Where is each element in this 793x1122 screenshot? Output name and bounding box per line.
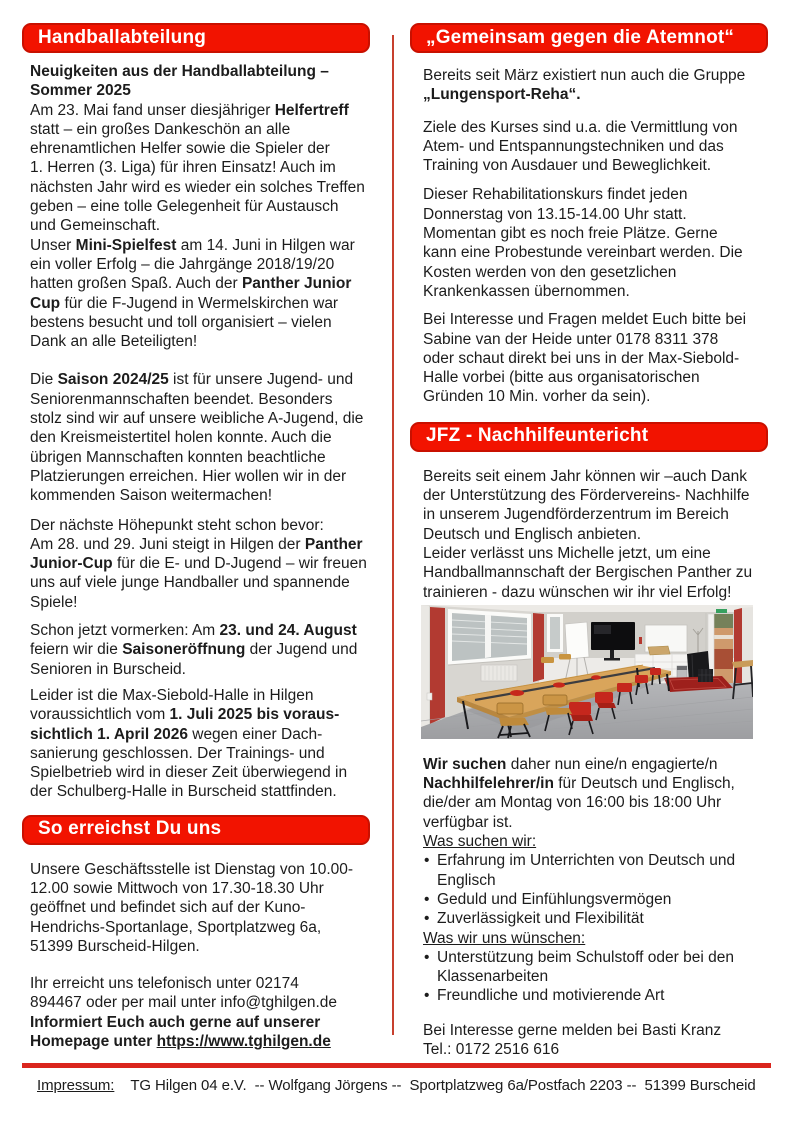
bullet-icon: • xyxy=(424,852,430,870)
text-line xyxy=(423,118,768,137)
text-line xyxy=(30,332,370,351)
text-run: kann eine Probestunde vereinbart werden. Die xyxy=(423,244,743,262)
text-line xyxy=(30,428,370,447)
text-line xyxy=(423,813,768,832)
text-run: Was suchen wir: xyxy=(423,833,537,851)
text-run: Halle vorbei (bitte aus organisatorischen xyxy=(423,369,700,387)
text-run: der Schulberg-Halle in Burscheid stattfinden. xyxy=(30,783,337,801)
text-line xyxy=(30,974,370,993)
text-line xyxy=(30,640,370,659)
text-line xyxy=(30,255,370,274)
text-run: Krankenkassen übernommen. xyxy=(423,282,630,300)
text-run: Hendrichs-Sportanlage, Sportplatzweg 6a, xyxy=(30,918,322,936)
text-line xyxy=(30,158,370,177)
text-line xyxy=(423,368,768,387)
paragraph xyxy=(423,185,768,301)
text-line xyxy=(30,120,370,139)
text-run: Atem- und Entspannungstechniken und das xyxy=(423,137,724,155)
text-run: Wir suchen xyxy=(423,755,507,773)
bullet-item xyxy=(423,890,768,909)
text-line xyxy=(30,409,370,428)
text-run: Spiele! xyxy=(30,593,78,611)
text-run: Platzierungen erreichen. Hier wollen wir in der xyxy=(30,467,347,485)
text-line xyxy=(30,898,370,917)
text-line xyxy=(30,918,370,937)
text-run: Bereits seit einem Jahr können wir –auch Dank xyxy=(423,467,747,485)
text-line xyxy=(423,467,768,486)
homepage-link[interactable]: https://www.tghilgen.de xyxy=(156,1033,331,1051)
text-line xyxy=(30,197,370,216)
text-run: Training von Ausdauer und Beweglichkeit. xyxy=(423,157,712,175)
text-run: Leider ist die Max-Siebold-Halle in Hilgen xyxy=(30,686,314,704)
text-run: ehrenamtlichen Helfer sowie die Spieler der xyxy=(30,140,330,158)
text-run: 23. und 24. August xyxy=(219,622,357,640)
text-run: ein voller Erfolg – die Jahrgänge 2018/19/20 xyxy=(30,255,335,273)
text-run: „Lungensport-Reha“. xyxy=(423,86,581,104)
section-banner xyxy=(410,422,768,452)
text-line xyxy=(30,448,370,467)
text-run: Was wir uns wünschen: xyxy=(423,929,586,947)
text-line xyxy=(30,516,370,535)
section-banner-label: JFZ - Nachhilfeuntericht xyxy=(426,425,649,447)
text-run: Panther Junior xyxy=(241,275,352,293)
text-run: Englisch xyxy=(437,871,496,889)
text-run: 1. Herren (3. Liga) für ihren Einsatz! Auch im xyxy=(30,159,336,177)
text-run: Informiert Euch auch gerne auf unserer xyxy=(30,1013,321,1031)
text-run: geben – eine tolle Gelegenheit für Austausch xyxy=(30,198,339,216)
text-line xyxy=(30,782,370,801)
text-run: sanierung geschlossen. Der Trainings- und xyxy=(30,744,325,762)
text-line xyxy=(423,505,768,524)
text-run: Sabine van der Heide unter 0178 8311 378 xyxy=(423,330,719,348)
text-line xyxy=(437,851,768,870)
text-run: Am 28. und 29. Juni steigt in Hilgen der xyxy=(30,535,305,553)
text-run: und Gemeinschaft. xyxy=(30,217,161,235)
text-run: Saisoneröffnung xyxy=(122,641,246,659)
text-line xyxy=(30,763,370,782)
text-run: Deutsch und Englisch anbieten. xyxy=(423,525,642,543)
text-run: Donnerstag von 13.15-14.00 Uhr statt. xyxy=(423,205,687,223)
section-banner xyxy=(22,23,370,53)
footer-rule xyxy=(22,1063,771,1068)
text-line xyxy=(423,563,768,582)
text-line xyxy=(30,860,370,879)
text-run: Nachhilfelehrer/in xyxy=(423,775,554,793)
text-line xyxy=(423,156,768,175)
text-run: kommenden Saison weitermachen! xyxy=(30,487,273,505)
text-line xyxy=(30,573,370,592)
text-run: Sommer 2025 xyxy=(30,82,131,100)
text-run: wegen einer Dach- xyxy=(187,725,323,743)
text-run: Klassenarbeiten xyxy=(437,968,549,986)
text-line xyxy=(423,755,768,774)
text-run: Ihr erreicht uns telefonisch unter 02174 xyxy=(30,975,299,993)
text-run: Leider verlässt uns Michelle jetzt, um eine xyxy=(423,544,711,562)
text-run: Gründen 10 Min. vorher da sein). xyxy=(423,388,651,406)
text-run: Senioren in Burscheid. xyxy=(30,660,186,678)
text-line xyxy=(30,370,370,389)
text-run: der Unterstützung des Fördervereins- Nachhilfe xyxy=(423,487,750,505)
text-run: sichtlich 1. April 2026 xyxy=(30,725,188,743)
text-line xyxy=(30,593,370,612)
text-run: nächsten Jahr wird es wieder ein solches Treffen xyxy=(30,178,365,196)
text-line xyxy=(30,216,370,235)
bullet-item xyxy=(423,948,768,987)
text-line xyxy=(423,1040,768,1059)
text-run: für die E- und D-Jugend – wir freuen xyxy=(112,555,367,573)
text-run: ist für unsere Jugend- und xyxy=(168,371,354,389)
text-run: 12.00 sowie Mittwoch von 17.30-18.30 Uhr xyxy=(30,879,324,897)
text-run: Helfertreff xyxy=(274,101,349,119)
text-line xyxy=(423,137,768,156)
bullet-icon: • xyxy=(424,987,430,1005)
text-line xyxy=(423,1021,768,1040)
text-line xyxy=(30,879,370,898)
section-banner-label: Handballabteilung xyxy=(38,26,207,48)
text-line xyxy=(423,583,768,602)
text-line xyxy=(423,66,768,85)
text-line xyxy=(30,725,370,744)
text-line xyxy=(437,986,768,1005)
text-line xyxy=(423,544,768,563)
text-line xyxy=(423,330,768,349)
paragraph xyxy=(423,118,768,176)
text-run: statt – ein großes Dankeschön an alle xyxy=(30,120,291,138)
text-run: Geduld und Einfühlungsvermögen xyxy=(437,890,672,908)
text-run: Handballmannschaft der Bergischen Panther zu xyxy=(423,564,753,582)
text-line xyxy=(423,282,768,301)
text-line xyxy=(30,937,370,956)
text-run: Unser xyxy=(30,236,76,254)
text-line xyxy=(437,890,768,909)
text-run: Kosten werden von den gesetzlichen xyxy=(423,263,677,281)
paragraph xyxy=(30,686,370,802)
column-divider xyxy=(392,35,394,1035)
text-line xyxy=(437,967,768,986)
text-line xyxy=(30,621,370,640)
text-line xyxy=(423,185,768,204)
text-run: Bei Interesse gerne melden bei Basti Kranz xyxy=(423,1021,722,1039)
section-banner xyxy=(22,815,370,845)
text-line xyxy=(30,81,370,100)
text-run: für die F-Jugend in Wermelskirchen war xyxy=(60,294,339,312)
text-run: Junior-Cup xyxy=(30,555,113,573)
text-run: Saison 2024/25 xyxy=(57,371,169,389)
text-line xyxy=(437,871,768,890)
paragraph xyxy=(423,467,768,602)
text-run: Schon jetzt vormerken: Am xyxy=(30,622,220,640)
text-run: uns auf viele junge Handballer und spannende xyxy=(30,574,350,592)
text-run: Homepage unter xyxy=(30,1033,157,1051)
text-run: Bereits seit März existiert nun auch die Gruppe xyxy=(423,67,746,84)
text-run: Zuverlässigkeit und Flexibilität xyxy=(437,910,644,928)
text-run: trainieren - dazu wünschen wir ihr viel Erfolg! xyxy=(423,583,732,601)
paragraph xyxy=(423,755,768,851)
text-run: Cup xyxy=(30,294,61,312)
text-line xyxy=(30,486,370,505)
section-banner xyxy=(410,23,768,53)
text-line xyxy=(30,535,370,554)
text-run: Panther xyxy=(304,535,363,553)
impressum-label: Impressum: xyxy=(37,1077,115,1094)
text-line xyxy=(30,705,370,724)
text-run: Momentan gibt es noch freie Plätze. Gerne xyxy=(423,225,718,243)
text-line xyxy=(30,993,370,1012)
text-line xyxy=(423,793,768,812)
text-run: Bei Interesse und Fragen meldet Euch bitte bei xyxy=(423,311,747,329)
paragraph xyxy=(30,62,370,351)
footer xyxy=(37,1077,756,1094)
text-run: Seniorenmannschaften beendet. Besonders xyxy=(30,390,333,408)
text-line xyxy=(30,554,370,573)
left-column xyxy=(22,23,370,1051)
text-line xyxy=(30,101,370,120)
paragraph xyxy=(423,929,768,948)
text-run: Spielbetrieb wird in dieser Zeit überwiegend in xyxy=(30,764,348,782)
text-line xyxy=(30,274,370,293)
text-line xyxy=(423,224,768,243)
text-run: Erfahrung im Unterrichten von Deutsch und xyxy=(437,852,736,870)
text-run: geöffnet und befindet sich auf der Kuno- xyxy=(30,899,306,917)
text-run: feiern wir die xyxy=(30,641,123,659)
paragraph xyxy=(423,310,768,406)
text-run: 894467 oder per mail unter info@tghilgen.de xyxy=(30,994,337,1012)
paragraph xyxy=(423,1021,768,1060)
text-line xyxy=(30,178,370,197)
bullet-item xyxy=(423,851,768,890)
text-line xyxy=(437,948,768,967)
text-run: am 14. Juni in Hilgen war xyxy=(176,236,355,254)
bullet-item xyxy=(423,909,768,928)
text-line xyxy=(30,744,370,763)
text-run: 51399 Burscheid-Hilgen. xyxy=(30,937,200,955)
text-run: übrigen Mannschaften konnten beachtliche xyxy=(30,448,326,466)
text-line xyxy=(437,909,768,928)
text-line xyxy=(30,467,370,486)
text-run: daher nun eine/n engagierte/n xyxy=(506,755,718,773)
text-line xyxy=(423,85,768,104)
text-run: voraussichtlich vom xyxy=(30,706,170,724)
text-line xyxy=(423,205,768,224)
text-run: oder schaut direkt bei uns in der Max-Siebold- xyxy=(423,349,740,367)
text-line xyxy=(30,313,370,332)
bullet-item xyxy=(423,986,768,1005)
text-run: verfügbar ist. xyxy=(423,813,513,831)
bullet-icon: • xyxy=(424,910,430,928)
text-run: Mini-Spielfest xyxy=(75,236,177,254)
text-run: für Deutsch und Englisch, xyxy=(553,775,735,793)
bullet-icon: • xyxy=(424,948,430,966)
text-line xyxy=(423,243,768,262)
text-run: bestens besucht und toll organisiert – vielen xyxy=(30,313,332,331)
paragraph xyxy=(30,974,370,1051)
right-column xyxy=(410,23,768,1059)
text-run: Dieser Rehabilitationskurs findet jeden xyxy=(423,186,688,204)
text-line xyxy=(30,139,370,158)
text-line xyxy=(30,390,370,409)
text-line xyxy=(30,1032,370,1051)
text-line xyxy=(423,263,768,282)
text-run: die/der am Montag von 16:00 bis 18:00 Uhr xyxy=(423,794,722,812)
text-line xyxy=(423,525,768,544)
text-line xyxy=(423,310,768,329)
text-run: Ziele des Kurses sind u.a. die Vermittlung von xyxy=(423,118,738,136)
text-run: hatten großen Spaß. Auch der xyxy=(30,275,242,293)
text-line xyxy=(423,486,768,505)
impressum-text: TG Hilgen 04 e.V. -- Wolfgang Jörgens -- Sportplatzweg 6a/Postfach 2203 -- 51399 Burscheid xyxy=(130,1077,756,1094)
text-run: Der nächste Höhepunkt steht schon bevor: xyxy=(30,516,324,534)
text-run: der Jugend und xyxy=(245,641,358,659)
text-run: Tel.: 0172 2516 616 xyxy=(423,1040,560,1058)
text-run: Die xyxy=(30,371,58,389)
section-banner-label: „Gemeinsam gegen die Atemnot“ xyxy=(426,26,735,48)
text-line xyxy=(30,660,370,679)
text-run: den Kreismeistertitel holen konnte. Auch die xyxy=(30,429,332,447)
text-run: Freundliche und motivierende Art xyxy=(437,987,665,1005)
text-run: Dank an alle Beteiligten! xyxy=(30,333,198,351)
bullet-icon: • xyxy=(424,890,430,908)
text-run: stolz sind wir auf unsere weibliche A-Jugend, die xyxy=(30,410,364,428)
text-line xyxy=(423,929,768,948)
text-run: 1. Juli 2025 bis voraus- xyxy=(169,706,340,724)
classroom-photo xyxy=(421,605,753,739)
text-run: Neuigkeiten aus der Handballabteilung – xyxy=(30,63,329,80)
text-run: Unsere Geschäftsstelle ist Dienstag von 10.00- xyxy=(30,860,354,878)
text-line xyxy=(30,686,370,705)
text-line xyxy=(30,62,370,81)
paragraph xyxy=(30,621,370,679)
paragraph xyxy=(423,66,768,105)
text-line xyxy=(30,294,370,313)
text-run: Am 23. Mai fand unser diesjähriger xyxy=(30,101,275,119)
text-line xyxy=(423,387,768,406)
paragraph xyxy=(30,860,370,956)
text-line xyxy=(423,349,768,368)
paragraph xyxy=(30,370,370,505)
text-line xyxy=(30,1013,370,1032)
text-line xyxy=(30,236,370,255)
text-line xyxy=(423,774,768,793)
text-line xyxy=(423,832,768,851)
paragraph xyxy=(30,516,370,612)
text-run: Unterstützung beim Schulstoff oder bei den xyxy=(437,948,734,966)
text-run: in unserem Jugendförderzentrum im Bereich xyxy=(423,506,729,524)
section-banner-label: So erreichst Du uns xyxy=(38,818,222,840)
